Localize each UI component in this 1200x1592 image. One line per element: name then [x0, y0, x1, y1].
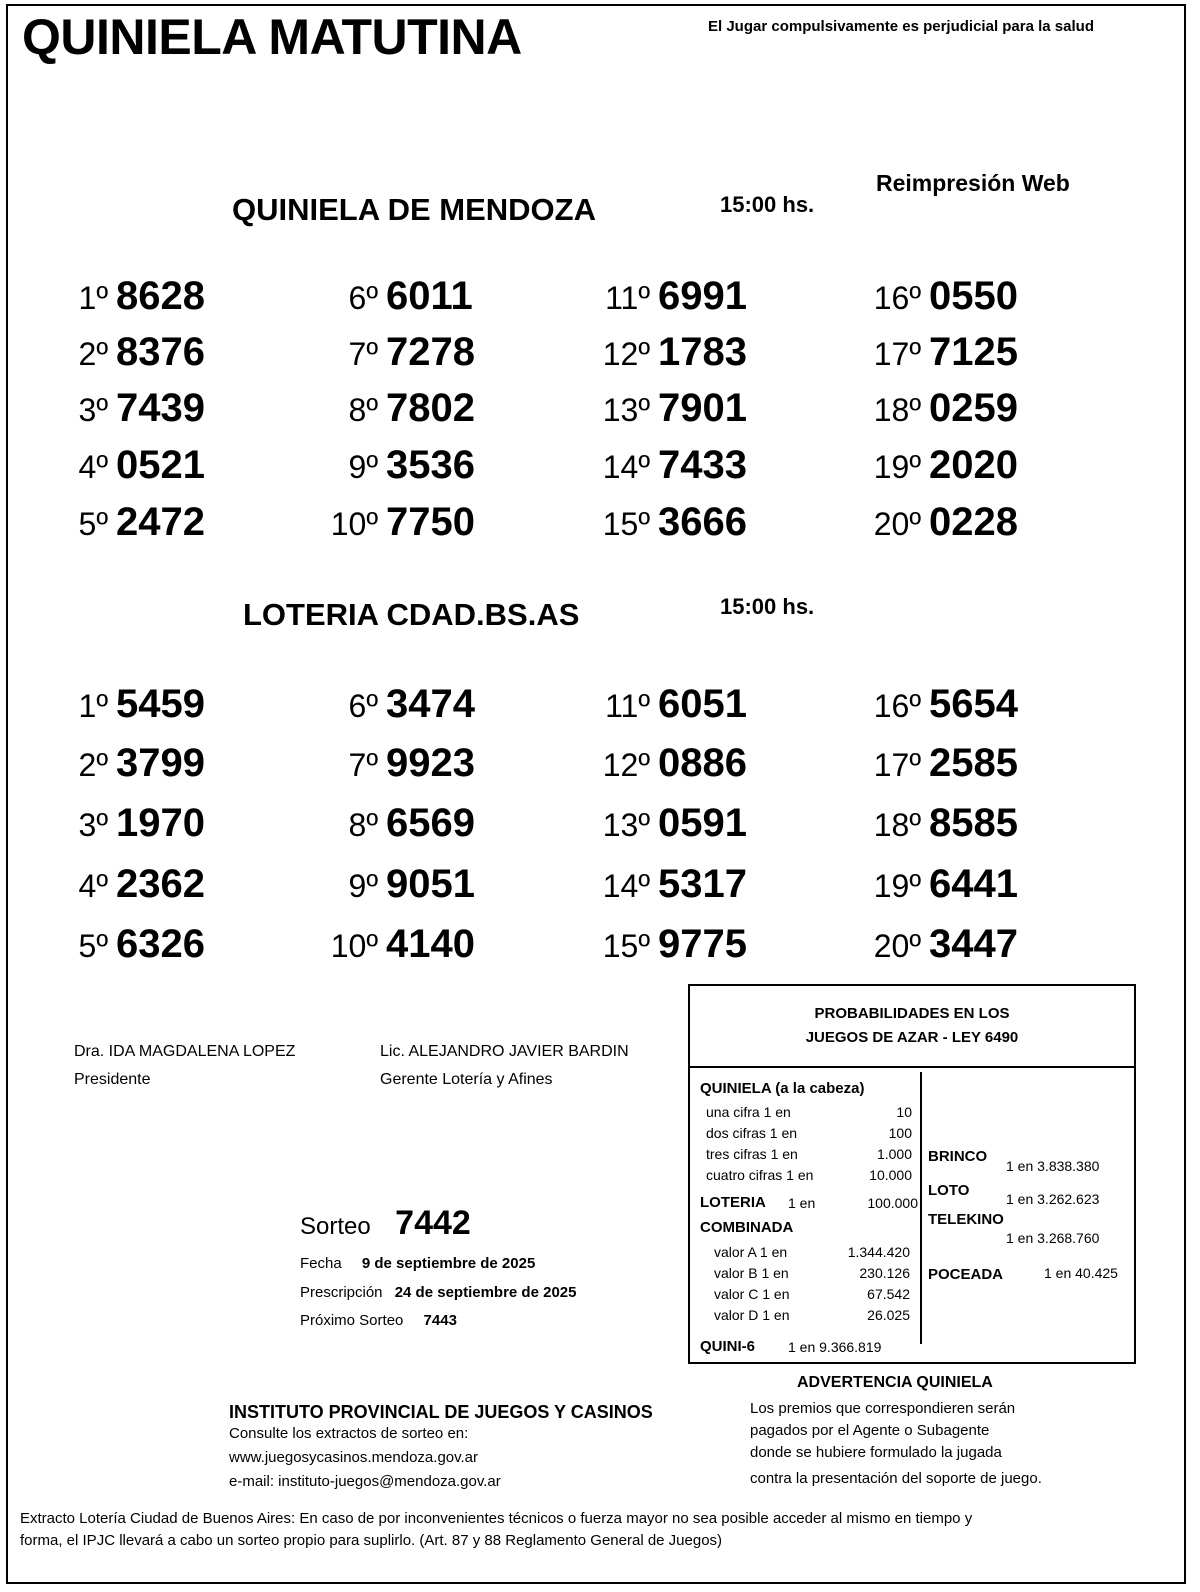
prescripcion-label: Prescripción: [300, 1284, 383, 1301]
result-number: 8376: [116, 330, 205, 374]
result-number: 3799: [116, 741, 205, 785]
result-entry: [48, 741, 205, 786]
result-position: 17º: [873, 747, 921, 783]
result-entry: [48, 386, 205, 431]
result-entry: [861, 330, 1018, 375]
result-number: 0886: [658, 741, 747, 785]
advertencia-text: [750, 1398, 1042, 1490]
result-position: 5º: [78, 506, 108, 542]
proximo-label: Próximo Sorteo: [300, 1312, 404, 1329]
result-position: 8º: [348, 807, 378, 843]
result-entry: [48, 274, 205, 319]
result-number: 8585: [929, 801, 1018, 845]
result-number: 0591: [658, 801, 747, 845]
result-entry: [861, 682, 1018, 727]
result-entry: [861, 500, 1018, 545]
result-position: 6º: [348, 688, 378, 724]
quiniela-prob-value: 1.000: [876, 1146, 912, 1162]
result-entry: [318, 922, 475, 967]
result-number: 9923: [386, 741, 475, 785]
sorteo-number: 7442: [395, 1204, 471, 1242]
advertencia-title: ADVERTENCIA QUINIELA: [797, 1374, 993, 1391]
sorteo-block: [300, 1204, 471, 1243]
result-entry: [861, 862, 1018, 907]
combinada-prob-title: COMBINADA: [700, 1219, 794, 1236]
probabilities-divider: [920, 1072, 922, 1344]
result-position: 11º: [605, 280, 650, 316]
signature-left: [74, 1038, 295, 1094]
proximo-value: 7443: [423, 1312, 457, 1329]
footer-note: [20, 1508, 972, 1552]
result-number: 4140: [386, 922, 475, 966]
result-number: 7901: [658, 386, 747, 430]
result-entry: [590, 274, 747, 319]
result-entry: [48, 801, 205, 846]
result-number: 1783: [658, 330, 747, 374]
result-number: 9775: [658, 922, 747, 966]
advertencia-line: Los premios que correspondieren serán: [750, 1400, 1016, 1417]
result-number: 0228: [929, 500, 1018, 544]
result-position: 2º: [78, 747, 108, 783]
result-entry: [318, 862, 475, 907]
result-number: 7278: [386, 330, 475, 374]
telekino-prob-label: TELEKINO: [928, 1211, 1004, 1228]
poceada-prob-value: 1 en 40.425: [1044, 1265, 1118, 1281]
result-entry: [861, 801, 1018, 846]
health-warning: El Jugar compulsivamente es perjudicial para la salud: [708, 18, 1094, 35]
quiniela-prob-value: 10: [896, 1104, 912, 1120]
result-number: 6441: [929, 862, 1018, 906]
result-number: 5459: [116, 682, 205, 726]
result-position: 12º: [602, 747, 650, 783]
probabilities-box: [688, 984, 1136, 1364]
result-position: 5º: [78, 928, 108, 964]
section-time-mendoza: 15:00 hs.: [720, 192, 815, 217]
section-time-loteria: 15:00 hs.: [720, 594, 815, 619]
result-number: 6011: [386, 274, 473, 318]
result-position: 18º: [873, 807, 921, 843]
result-position: 15º: [602, 506, 650, 542]
footer-note-line-1: Extracto Lotería Ciudad de Buenos Aires: En caso de por inconvenientes técnicos o fuerza mayor no sea posible acceder al mismo en tiempo y: [20, 1510, 973, 1527]
result-number: 3474: [386, 682, 475, 726]
result-number: 6569: [386, 801, 475, 845]
result-position: 13º: [602, 392, 650, 428]
quiniela-prob-label: cuatro cifras 1 en: [706, 1167, 814, 1183]
signature-left-role: Presidente: [74, 1071, 151, 1088]
result-position: 19º: [873, 449, 921, 485]
result-entry: [861, 443, 1018, 488]
probabilities-header: [690, 986, 1134, 1068]
result-entry: [48, 922, 205, 967]
result-number: 3666: [658, 500, 747, 544]
institute-web-link[interactable]: www.juegosycasinos.mendoza.gov.ar: [229, 1449, 479, 1466]
result-position: 1º: [78, 688, 108, 724]
result-position: 16º: [873, 688, 921, 724]
result-entry: [590, 330, 747, 375]
reprint-label: Reimpresión Web: [876, 170, 1070, 196]
result-entry: [590, 500, 747, 545]
result-entry: [590, 801, 747, 846]
result-entry: [861, 386, 1018, 431]
signature-right: [380, 1038, 629, 1094]
combinada-prob-label: valor B 1 en: [714, 1265, 789, 1281]
result-entry: [48, 500, 205, 545]
quiniela-prob-label: una cifra 1 en: [706, 1104, 791, 1120]
result-number: 2362: [116, 862, 205, 906]
proximo-line: [300, 1312, 457, 1329]
result-position: 8º: [348, 392, 378, 428]
result-position: 19º: [873, 868, 921, 904]
result-position: 9º: [348, 449, 378, 485]
quiniela-prob-label: dos cifras 1 en: [706, 1125, 798, 1141]
result-position: 7º: [348, 747, 378, 783]
result-entry: [48, 443, 205, 488]
result-entry: [861, 922, 1018, 967]
fecha-value: 9 de septiembre de 2025: [361, 1255, 536, 1272]
result-number: 8628: [116, 274, 205, 318]
result-entry: [318, 741, 475, 786]
result-entry: [590, 386, 747, 431]
result-number: 0521: [116, 443, 205, 487]
result-position: 16º: [873, 280, 921, 316]
advertencia-line: pagados por el Agente o Subagente: [750, 1422, 990, 1439]
result-entry: [318, 386, 475, 431]
result-number: 5317: [658, 862, 747, 906]
loteria-prob-label: LOTERIA: [700, 1194, 766, 1211]
combinada-prob-value: 26.025: [867, 1307, 910, 1323]
result-entry: [590, 443, 747, 488]
result-number: 2472: [116, 500, 205, 544]
result-entry: [590, 741, 747, 786]
result-number: 6326: [116, 922, 205, 966]
result-position: 7º: [348, 336, 378, 372]
combinada-prob-value: 230.126: [859, 1265, 910, 1281]
result-entry: [318, 330, 475, 375]
result-position: 14º: [602, 449, 650, 485]
telekino-prob-value: 1 en 3.268.760: [1006, 1230, 1100, 1246]
signature-right-name: Lic. ALEJANDRO JAVIER BARDIN: [380, 1043, 629, 1060]
loteria-prob-en: 1 en: [788, 1195, 816, 1211]
loteria-prob-value: 100.000: [867, 1195, 918, 1211]
result-position: 4º: [78, 868, 108, 904]
result-position: 17º: [873, 336, 921, 372]
result-entry: [861, 274, 1018, 319]
result-entry: [861, 741, 1018, 786]
result-number: 2585: [929, 741, 1018, 785]
result-position: 4º: [78, 449, 108, 485]
result-number: 7750: [386, 500, 475, 544]
quini6-prob-label: QUINI-6: [700, 1338, 756, 1355]
result-entry: [48, 682, 205, 727]
result-position: 11º: [605, 688, 650, 724]
advertencia-line: contra la presentación del soporte de juego.: [750, 1470, 1042, 1487]
sorteo-label: Sorteo: [300, 1213, 371, 1240]
combinada-prob-value: 1.344.420: [847, 1244, 910, 1260]
result-entry: [318, 274, 473, 319]
result-entry: [318, 801, 475, 846]
result-position: 20º: [873, 928, 921, 964]
fecha-line: [300, 1255, 535, 1272]
result-position: 6º: [348, 280, 378, 316]
loto-prob-value: 1 en 3.262.623: [1006, 1191, 1100, 1207]
prescripcion-line: [300, 1284, 576, 1301]
result-entry: [590, 922, 747, 967]
quiniela-prob-value: 10.000: [869, 1167, 912, 1183]
quiniela-prob-title: QUINIELA (a la cabeza): [700, 1080, 865, 1097]
result-entry: [590, 682, 747, 727]
section-title-mendoza: QUINIELA DE MENDOZA: [232, 192, 596, 227]
institute-consult: Consulte los extractos de sorteo en:: [229, 1425, 469, 1442]
result-position: 10º: [330, 506, 378, 542]
result-number: 9051: [386, 862, 475, 906]
combinada-prob-label: valor A 1 en: [714, 1244, 788, 1260]
institute-block: [229, 1402, 653, 1493]
result-entry: [48, 330, 205, 375]
fecha-label: Fecha: [300, 1255, 342, 1272]
result-position: 12º: [602, 336, 650, 372]
result-entry: [590, 862, 747, 907]
result-position: 3º: [78, 807, 108, 843]
advertencia-line: donde se hubiere formulado la jugada: [750, 1444, 1002, 1461]
quiniela-prob-label: tres cifras 1 en: [706, 1146, 798, 1162]
result-position: 9º: [348, 868, 378, 904]
signature-right-role: Gerente Lotería y Afines: [380, 1071, 553, 1088]
poceada-prob-label: POCEADA: [928, 1266, 1004, 1283]
result-position: 15º: [602, 928, 650, 964]
section-title-loteria: LOTERIA CDAD.BS.AS: [243, 597, 580, 632]
probabilities-title-1: PROBABILIDADES EN LOS: [814, 1005, 1010, 1022]
result-number: 5654: [929, 682, 1018, 726]
result-number: 6991: [658, 274, 747, 318]
result-number: 3447: [929, 922, 1018, 966]
result-position: 1º: [78, 280, 108, 316]
brinco-prob-label: BRINCO: [928, 1148, 988, 1165]
prescripcion-value: 24 de septiembre de 2025: [394, 1284, 577, 1301]
combinada-prob-value: 67.542: [867, 1286, 910, 1302]
result-entry: [48, 862, 205, 907]
result-position: 3º: [78, 392, 108, 428]
probabilities-title-2: JUEGOS DE AZAR - LEY 6490: [805, 1029, 1019, 1046]
result-number: 0259: [929, 386, 1018, 430]
result-entry: [318, 500, 475, 545]
signature-left-name: Dra. IDA MAGDALENA LOPEZ: [74, 1043, 296, 1060]
combinada-prob-label: valor D 1 en: [714, 1307, 790, 1323]
result-number: 1970: [116, 801, 205, 845]
footer-note-line-2: forma, el IPJC llevará a cabo un sorteo propio para suplirlo. (Art. 87 y 88 Reglamento General de Juegos): [20, 1532, 723, 1549]
result-number: 2020: [929, 443, 1018, 487]
quini6-prob-value: 1 en 9.366.819: [788, 1339, 882, 1355]
result-number: 6051: [658, 682, 747, 726]
page-title: QUINIELA MATUTINA: [22, 9, 522, 65]
result-position: 10º: [330, 928, 378, 964]
result-number: 7125: [929, 330, 1018, 374]
result-number: 0550: [929, 274, 1018, 318]
result-number: 7433: [658, 443, 747, 487]
result-number: 7439: [116, 386, 205, 430]
institute-email-link[interactable]: e-mail: instituto-juegos@mendoza.gov.ar: [229, 1473, 501, 1490]
loto-prob-label: LOTO: [928, 1182, 970, 1199]
institute-name: INSTITUTO PROVINCIAL DE JUEGOS Y CASINOS: [229, 1402, 653, 1422]
result-entry: [318, 682, 475, 727]
result-position: 18º: [873, 392, 921, 428]
result-entry: [318, 443, 475, 488]
combinada-prob-label: valor C 1 en: [714, 1286, 790, 1302]
result-position: 2º: [78, 336, 108, 372]
result-number: 3536: [386, 443, 475, 487]
result-position: 20º: [873, 506, 921, 542]
quiniela-prob-value: 100: [888, 1125, 912, 1141]
result-position: 13º: [602, 807, 650, 843]
result-number: 7802: [386, 386, 475, 430]
brinco-prob-value: 1 en 3.838.380: [1006, 1158, 1100, 1174]
result-position: 14º: [602, 868, 650, 904]
